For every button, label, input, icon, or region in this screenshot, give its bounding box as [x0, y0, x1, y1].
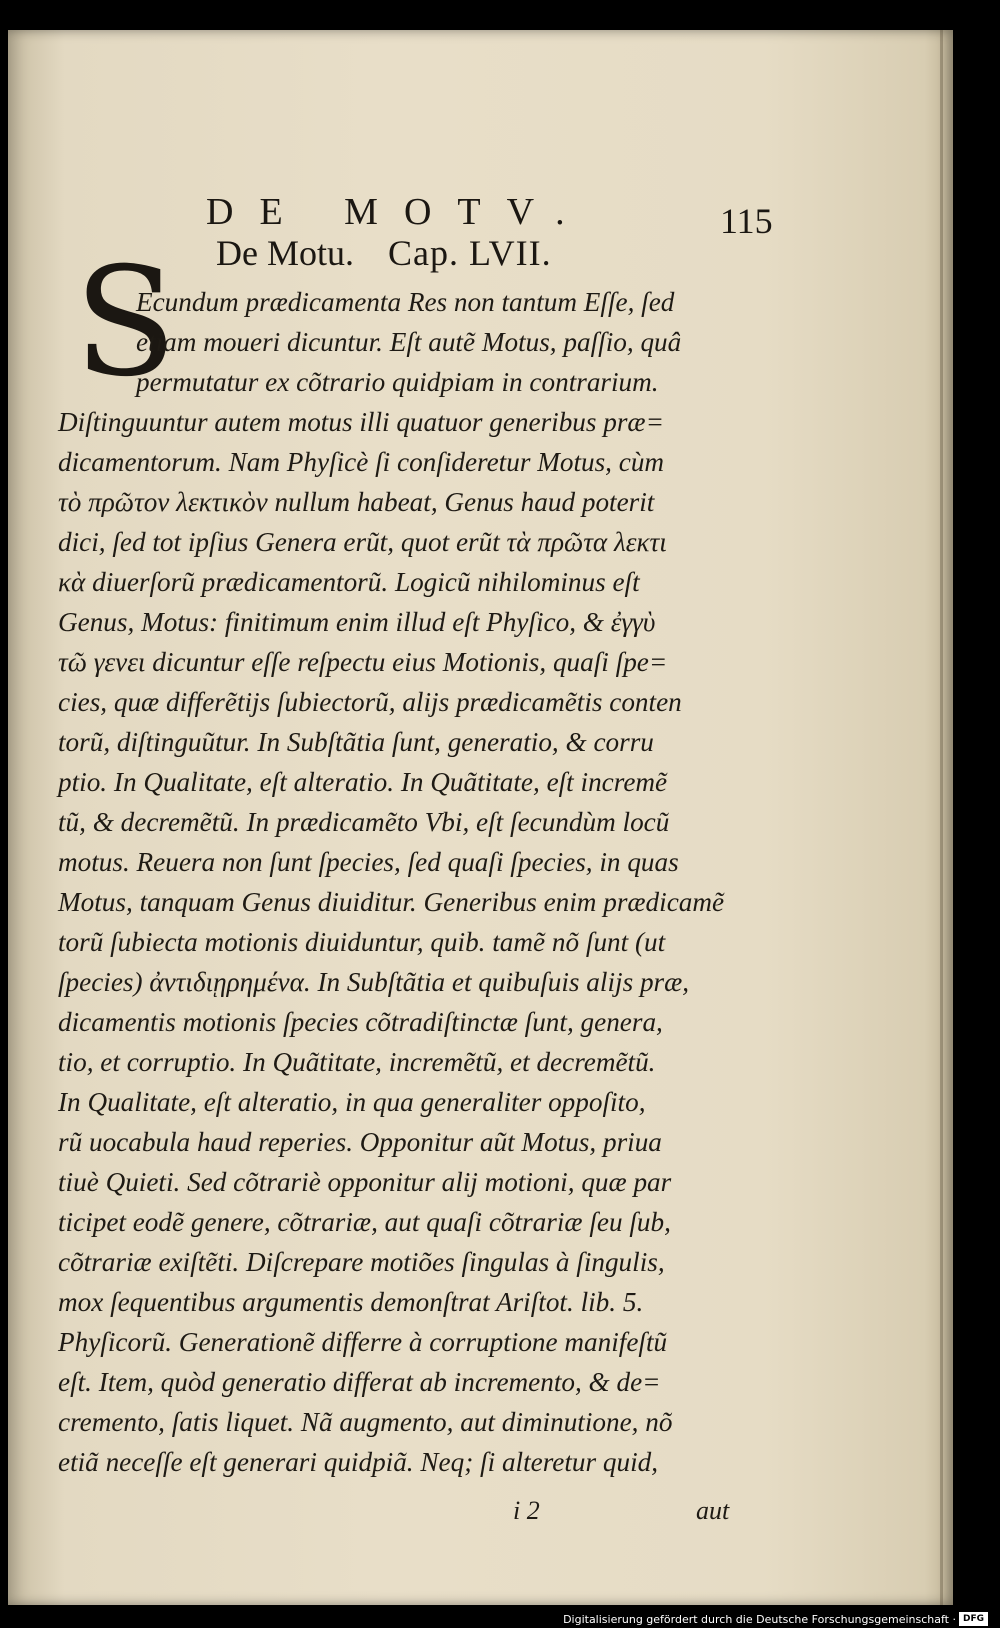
book-page: [8, 30, 953, 1605]
text-line: τὸ πρῶτον λεκτικὸν nullum habeat, Genus haud poterit: [58, 487, 655, 517]
text-line: Diſtinguuntur autem motus illi quatuor generibus præ=: [58, 407, 664, 437]
text-line: etiam moueri dicuntur. Eſt autẽ Motus, paſſio, quâ: [136, 327, 682, 357]
text-line: rũ uocabula haud reperies. Opponitur aũt Motus, priua: [58, 1127, 662, 1157]
text-line: tũ, & decremẽtũ. In prædicamẽto Vbi, eſt ſecundùm locũ: [58, 807, 670, 837]
chapter-title: De Motu.: [216, 233, 354, 273]
credit-text: Digitalisierung gefördert durch die Deutsche Forschungsgemeinschaft ·: [563, 1612, 956, 1626]
text-line: torũ ſubiecta motionis diuiduntur, quib. tamẽ nõ ſunt (ut: [58, 927, 666, 957]
text-line: Genus, Motus: finitimum enim illud eſt Phyſico, & ἐγγὺ: [58, 607, 656, 637]
text-line: mox ſequentibus argumentis demonſtrat Ariſtot. lib. 5.: [58, 1287, 644, 1317]
dfg-logo: DFG: [959, 1612, 988, 1626]
text-line: motus. Reuera non ſunt ſpecies, ſed quaſi ſpecies, in quas: [58, 847, 679, 877]
running-title: DE MOTV.: [206, 191, 591, 233]
text-line: ſpecies) ἀντιδιῃρημένα. In Subſtãtia et quibuſuis alijs præ,: [58, 967, 690, 997]
text-line: Phyſicorũ. Generationẽ differre à corruptione manifeſtũ: [58, 1327, 668, 1357]
catchword: aut: [696, 1496, 730, 1525]
text-line: ticipet eodẽ genere, cõtrariæ, aut quaſi cõtrariæ ſeu ſub,: [58, 1207, 671, 1237]
text-line: dicamentis motionis ſpecies cõtradiſtinctæ ſunt, genera,: [58, 1007, 663, 1037]
text-line: ptio. In Qualitate, eſt alteratio. In Quãtitate, eſt incremẽ: [58, 767, 668, 797]
text-line: dicamentorum. Nam Phyſicè ſi conſideretur Motus, cùm: [58, 447, 665, 477]
text-line: permutatur ex cõtrario quidpiam in contrarium.: [136, 367, 659, 397]
text-line: cõtrariæ exiſtẽti. Diſcrepare motiões ſingulas à ſingulis,: [58, 1247, 665, 1277]
text-line: κὰ diuerſorũ prædicamentorũ. Logicũ nihilominus eſt: [58, 567, 640, 597]
text-line: tiuè Quieti. Sed cõtrariè opponitur alij motioni, quæ par: [58, 1167, 672, 1197]
text-line: In Qualitate, eſt alteratio, in qua generaliter oppoſito,: [58, 1087, 646, 1117]
text-line: tio, et corruptio. In Quãtitate, incremẽtũ, et decremẽtũ.: [58, 1047, 656, 1077]
text-line: τῶ γενει dicuntur eſſe reſpectu eius Motionis, quaſi ſpe=: [58, 647, 668, 677]
text-line: Motus, tanquam Genus diuiditur. Generibus enim prædicamẽ: [58, 887, 725, 917]
text-line: cremento, ſatis liquet. Nã augmento, aut diminutione, nõ: [58, 1407, 673, 1437]
page-number: 115: [720, 201, 773, 241]
text-line: eſt. Item, quòd generatio differat ab incremento, & de=: [58, 1367, 661, 1397]
signature-mark: i 2: [513, 1496, 540, 1525]
text-line: dici, ſed tot ipſius Genera erũt, quot erũt τὰ πρῶτα λεκτι: [58, 527, 667, 557]
chapter-heading: [216, 232, 552, 274]
digitization-credit: [563, 1612, 988, 1626]
text-line: cies, quæ differẽtijs ſubiectorũ, alijs prædicamẽtis conten: [58, 687, 682, 717]
drop-cap-initial: S: [74, 236, 177, 410]
page-foot: [8, 1496, 953, 1536]
text-line: etiã neceſſe eſt generari quidpiã. Neq; ſi alteretur quid,: [58, 1447, 659, 1477]
text-line: torũ, diſtinguũtur. In Subſtãtia ſunt, generatio, & corru: [58, 727, 654, 757]
chapter-number: Cap. LVII.: [388, 233, 552, 273]
text-line: Ecundum prædicamenta Res non tantum Eſſe, ſed: [136, 287, 675, 317]
